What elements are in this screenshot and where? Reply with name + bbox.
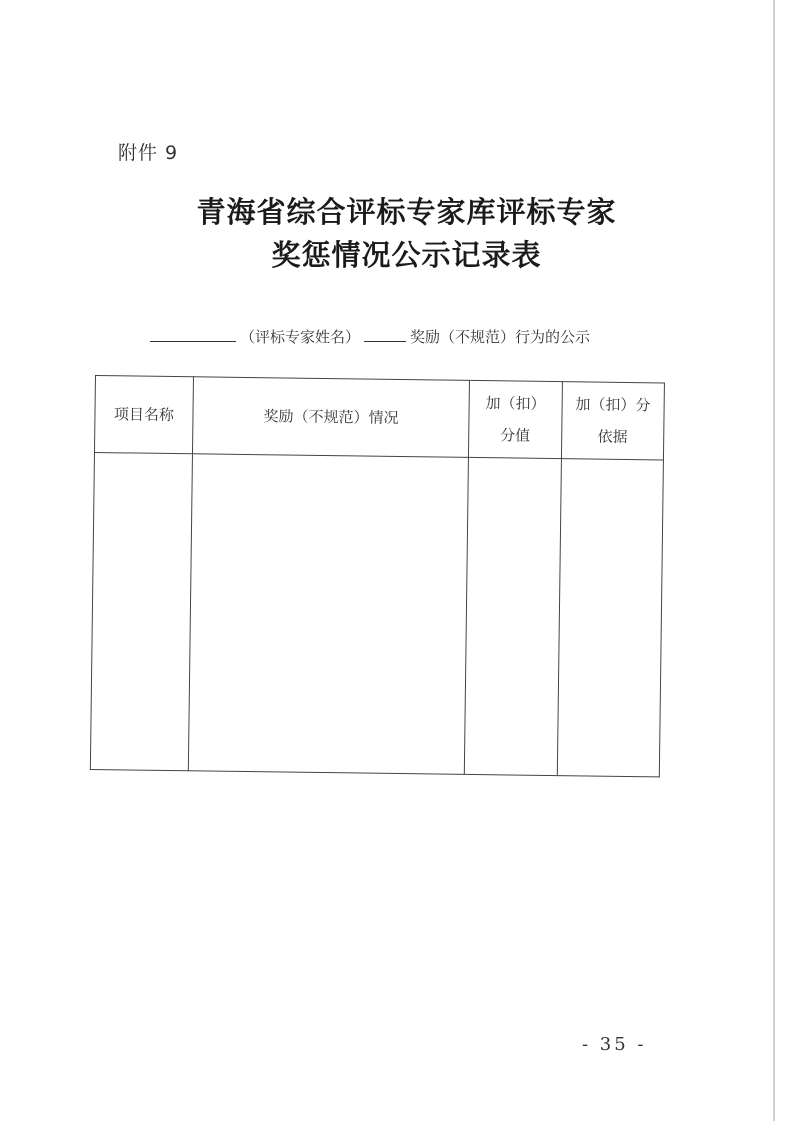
attachment-label: 附件 9 bbox=[118, 142, 179, 164]
record-table bbox=[90, 375, 665, 777]
expert-name-blank[interactable] bbox=[150, 329, 236, 342]
header-situation: 奖励（不规范）情况 bbox=[193, 377, 470, 458]
cell-basis[interactable] bbox=[557, 459, 664, 777]
header-score: 加（扣） 分值 bbox=[469, 380, 562, 458]
subtitle-part2: 奖励（不规范）行为的公示 bbox=[410, 328, 591, 346]
page-number: - 35 - bbox=[582, 1034, 647, 1055]
document-title-line1: 青海省综合评标专家库评标专家 bbox=[196, 195, 617, 229]
table-row bbox=[90, 452, 663, 776]
reward-type-blank[interactable] bbox=[364, 329, 406, 342]
table-header-row bbox=[94, 376, 664, 460]
cell-score[interactable] bbox=[464, 457, 561, 775]
document-title-line2: 奖惩情况公示记录表 bbox=[271, 238, 542, 272]
cell-project-name[interactable] bbox=[90, 452, 192, 770]
header-basis: 加（扣）分 依据 bbox=[561, 382, 664, 460]
scan-edge bbox=[773, 0, 775, 1121]
subtitle bbox=[150, 326, 590, 347]
cell-situation[interactable] bbox=[188, 454, 468, 775]
subtitle-part1: （评标专家姓名） bbox=[240, 328, 361, 346]
header-project-name: 项目名称 bbox=[94, 376, 193, 454]
